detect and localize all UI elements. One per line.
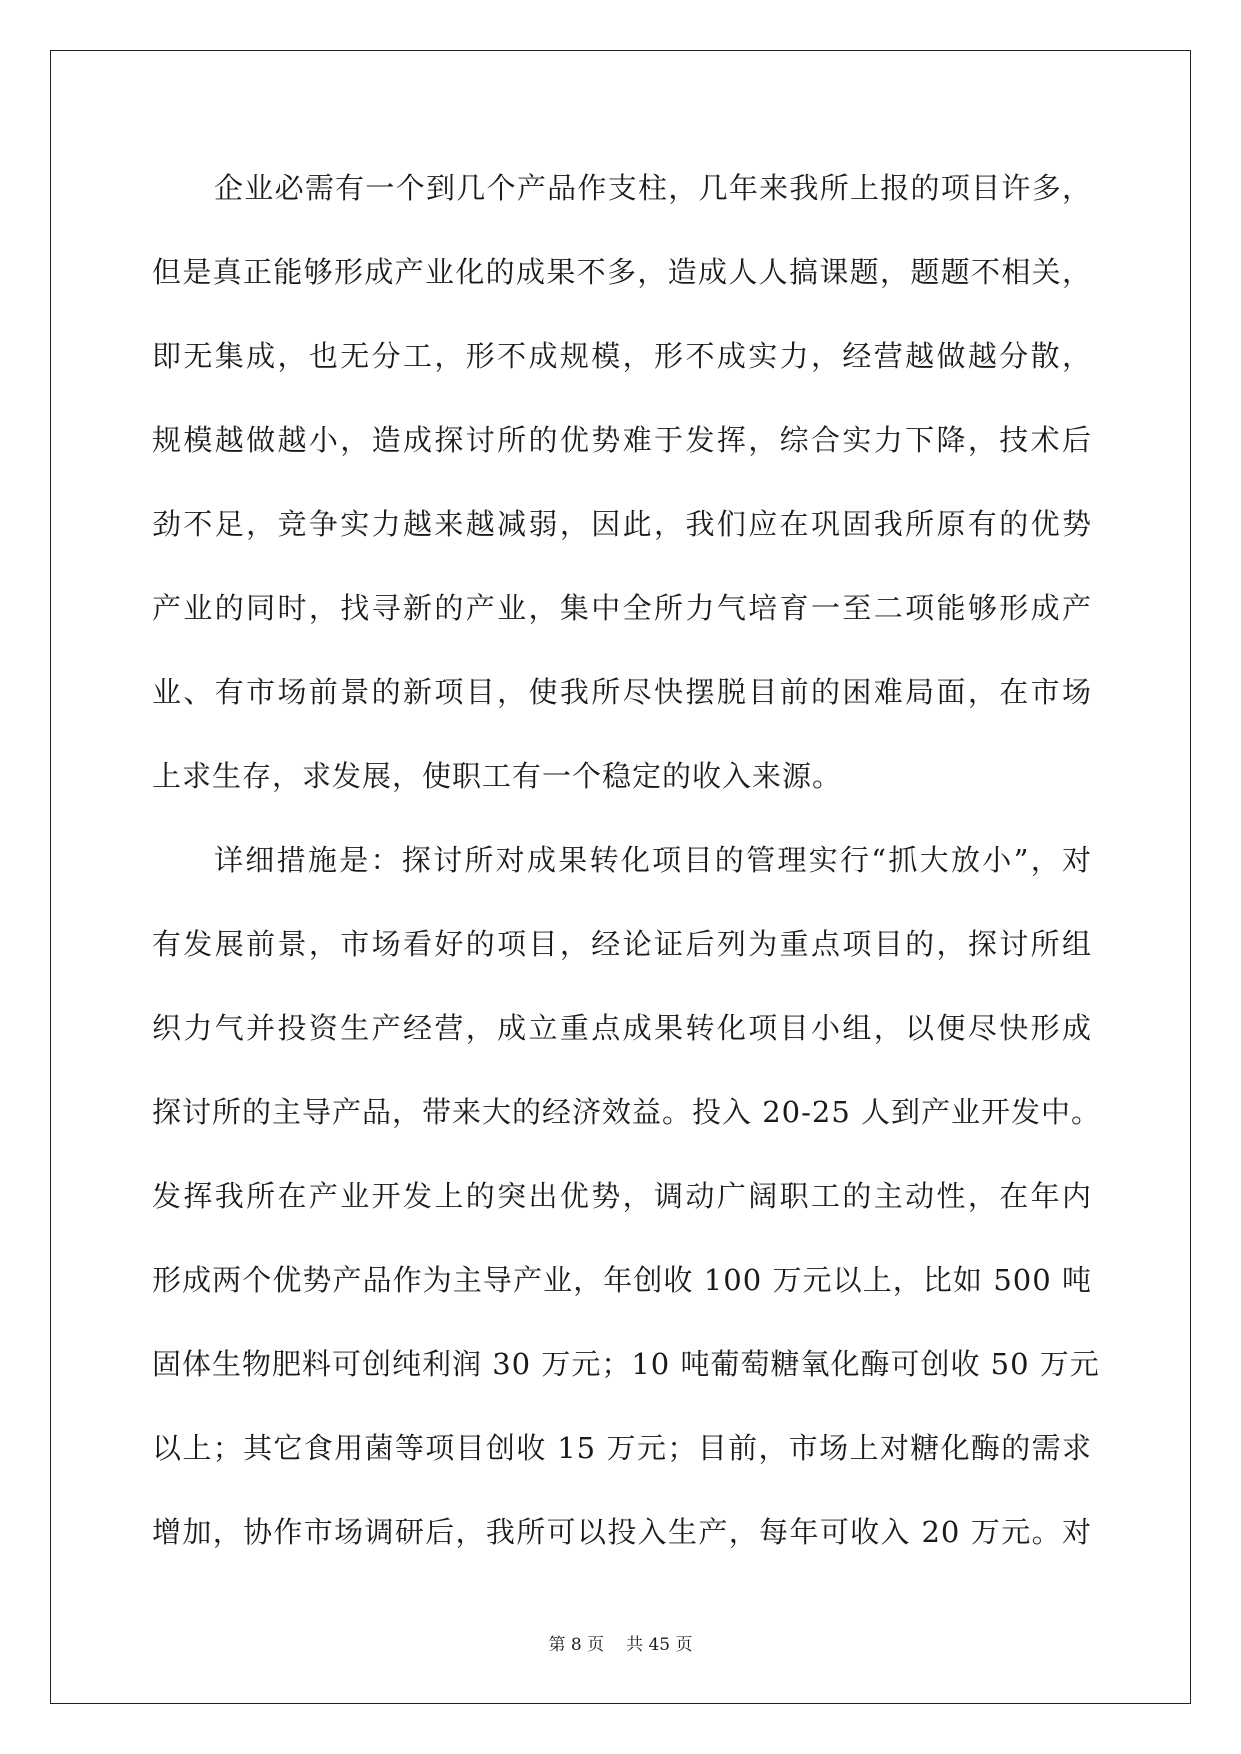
text-line-p2-3: 织力气并投资生产经营，成立重点成果转化项目小组，以便尽快形成 xyxy=(152,1011,1092,1045)
text-line-p1-6: 产业的同时，找寻新的产业，集中全所力气培育一至二项能够形成产 xyxy=(152,591,1092,625)
text-line-p2-5: 发挥我所在产业开发上的突出优势，调动广阔职工的主动性，在年内 xyxy=(152,1179,1092,1213)
page-footer xyxy=(0,1630,1241,1655)
text-line-p1-1: 企业必需有一个到几个产品作支柱，几年来我所上报的项目许多， xyxy=(214,171,1092,205)
text-line-p1-2: 但是真正能够形成产业化的成果不多，造成人人搞课题，题题不相关， xyxy=(152,255,1092,289)
text-line-p1-4: 规模越做越小，造成探讨所的优势难于发挥，综合实力下降，技术后 xyxy=(152,423,1092,457)
text-line-p2-1: 详细措施是：探讨所对成果转化项目的管理实行“抓大放小”，对 xyxy=(214,843,1092,877)
text-line-p1-7: 业、有市场前景的新项目，使我所尽快摆脱目前的困难局面，在市场 xyxy=(152,675,1092,709)
text-line-p2-7: 固体生物肥料可创纯利润 30 万元；10 吨葡萄糖氧化酶可创收 50 万元 xyxy=(152,1347,1100,1381)
page-number-current: 第 8 页 xyxy=(548,1635,605,1655)
text-line-p1-5: 劲不足，竞争实力越来越减弱，因此，我们应在巩固我所原有的优势 xyxy=(152,507,1092,541)
text-line-p1-8: 上求生存，求发展，使职工有一个稳定的收入来源。 xyxy=(152,759,843,793)
text-line-p2-8: 以上；其它食用菌等项目创收 15 万元；目前，市场上对糖化酶的需求 xyxy=(152,1431,1092,1465)
document-body xyxy=(152,160,1102,1588)
page-number-total: 共 45 页 xyxy=(626,1635,693,1655)
text-line-p1-3: 即无集成，也无分工，形不成规模，形不成实力，经营越做越分散， xyxy=(152,339,1092,373)
text-line-p2-6: 形成两个优势产品作为主导产业，年创收 100 万元以上，比如 500 吨 xyxy=(152,1263,1092,1297)
text-line-p2-4: 探讨所的主导产品，带来大的经济效益。投入 20-25 人到产业开发中。 xyxy=(152,1095,1102,1129)
text-line-p2-2: 有发展前景，市场看好的项目，经论证后列为重点项目的，探讨所组 xyxy=(152,927,1092,961)
text-line-p2-9: 增加，协作市场调研后，我所可以投入生产，每年可收入 20 万元。对 xyxy=(152,1515,1092,1549)
